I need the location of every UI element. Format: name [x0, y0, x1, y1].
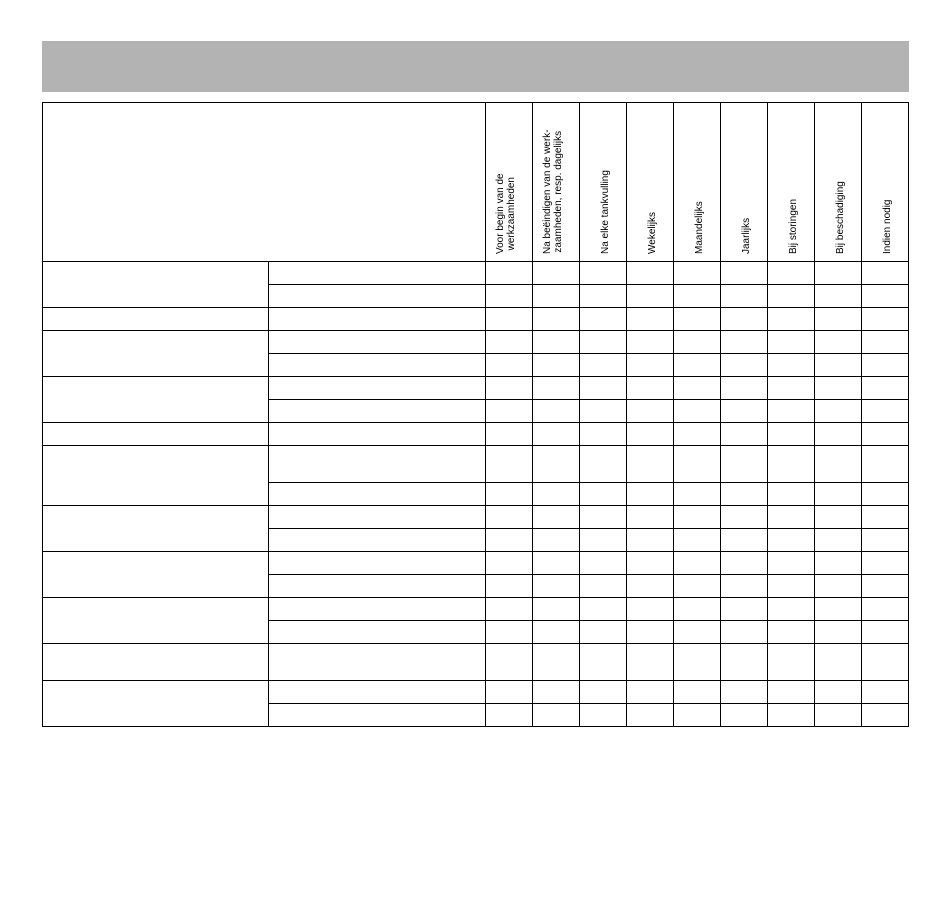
task-cell — [269, 575, 486, 598]
interval-cell — [627, 483, 674, 506]
task-cell — [269, 552, 486, 575]
interval-cell — [486, 621, 533, 644]
interval-cell — [721, 331, 768, 354]
component-cell — [43, 262, 269, 308]
table-row — [43, 423, 909, 446]
interval-cell — [674, 704, 721, 727]
interval-cell — [533, 262, 580, 285]
interval-cell — [486, 644, 533, 681]
interval-cell — [486, 285, 533, 308]
interval-cell — [627, 552, 674, 575]
interval-cell — [627, 400, 674, 423]
interval-cell — [627, 704, 674, 727]
interval-cell — [815, 552, 862, 575]
interval-cell — [721, 483, 768, 506]
column-header — [768, 103, 815, 262]
interval-cell — [580, 704, 627, 727]
interval-cell — [486, 377, 533, 400]
interval-cell — [815, 423, 862, 446]
column-header-label: Voor begin van de werkzaamheden — [495, 173, 517, 254]
interval-cell — [862, 354, 909, 377]
interval-cell — [862, 446, 909, 483]
interval-cell — [533, 331, 580, 354]
interval-cell — [486, 331, 533, 354]
interval-cell — [674, 621, 721, 644]
interval-cell — [815, 575, 862, 598]
interval-cell — [627, 377, 674, 400]
interval-cell — [721, 285, 768, 308]
interval-cell — [815, 354, 862, 377]
table-row — [43, 446, 909, 483]
interval-cell — [674, 598, 721, 621]
interval-cell — [862, 552, 909, 575]
interval-cell — [674, 681, 721, 704]
interval-cell — [486, 446, 533, 483]
column-header-label: Wekelijks — [647, 211, 658, 254]
interval-cell — [768, 529, 815, 552]
task-cell — [269, 529, 486, 552]
interval-cell — [580, 354, 627, 377]
interval-cell — [486, 704, 533, 727]
section-title-banner — [42, 41, 909, 92]
interval-cell — [580, 575, 627, 598]
interval-cell — [815, 704, 862, 727]
column-header — [674, 103, 721, 262]
interval-cell — [815, 529, 862, 552]
interval-cell — [580, 285, 627, 308]
component-cell — [43, 308, 269, 331]
interval-cell — [580, 308, 627, 331]
interval-cell — [533, 423, 580, 446]
task-cell — [269, 704, 486, 727]
interval-cell — [768, 483, 815, 506]
task-cell — [269, 285, 486, 308]
interval-cell — [768, 354, 815, 377]
interval-cell — [486, 575, 533, 598]
interval-cell — [627, 308, 674, 331]
interval-cell — [580, 552, 627, 575]
interval-cell — [862, 377, 909, 400]
interval-cell — [721, 446, 768, 483]
interval-cell — [580, 598, 627, 621]
interval-cell — [862, 400, 909, 423]
interval-cell — [815, 331, 862, 354]
interval-cell — [533, 354, 580, 377]
interval-cell — [674, 262, 721, 285]
component-cell — [43, 681, 269, 727]
column-header-label: Na beëindigen van de werk- zaamheden, resp. dagelijks — [542, 129, 564, 254]
interval-cell — [674, 446, 721, 483]
interval-cell — [768, 644, 815, 681]
column-header-label: Bij storingen — [788, 198, 799, 254]
interval-cell — [533, 285, 580, 308]
interval-cell — [862, 621, 909, 644]
task-cell — [269, 423, 486, 446]
interval-cell — [721, 644, 768, 681]
interval-cell — [768, 681, 815, 704]
interval-cell — [627, 262, 674, 285]
task-cell — [269, 483, 486, 506]
interval-cell — [674, 285, 721, 308]
interval-cell — [721, 354, 768, 377]
interval-cell — [580, 400, 627, 423]
interval-cell — [486, 483, 533, 506]
interval-cell — [721, 377, 768, 400]
interval-cell — [533, 308, 580, 331]
column-header — [533, 103, 580, 262]
interval-cell — [862, 598, 909, 621]
interval-cell — [533, 598, 580, 621]
table-row — [43, 598, 909, 621]
interval-cell — [815, 400, 862, 423]
interval-cell — [862, 529, 909, 552]
task-cell — [269, 598, 486, 621]
interval-cell — [580, 446, 627, 483]
interval-cell — [580, 621, 627, 644]
interval-cell — [862, 331, 909, 354]
interval-cell — [627, 506, 674, 529]
interval-cell — [768, 552, 815, 575]
interval-cell — [627, 644, 674, 681]
interval-cell — [674, 529, 721, 552]
column-header — [815, 103, 862, 262]
interval-cell — [862, 308, 909, 331]
interval-cell — [815, 262, 862, 285]
interval-cell — [580, 529, 627, 552]
interval-cell — [533, 644, 580, 681]
task-cell — [269, 377, 486, 400]
maintenance-schedule-table — [42, 102, 909, 727]
interval-cell — [674, 552, 721, 575]
interval-cell — [580, 681, 627, 704]
interval-cell — [627, 446, 674, 483]
interval-cell — [627, 354, 674, 377]
interval-cell — [533, 575, 580, 598]
column-header — [627, 103, 674, 262]
interval-cell — [768, 704, 815, 727]
interval-cell — [768, 262, 815, 285]
interval-cell — [580, 483, 627, 506]
interval-cell — [580, 331, 627, 354]
interval-cell — [486, 354, 533, 377]
component-cell — [43, 506, 269, 552]
interval-cell — [486, 529, 533, 552]
column-header — [862, 103, 909, 262]
interval-cell — [862, 285, 909, 308]
interval-cell — [486, 598, 533, 621]
table-row — [43, 331, 909, 354]
component-cell — [43, 423, 269, 446]
interval-cell — [721, 552, 768, 575]
interval-cell — [533, 681, 580, 704]
column-header-label: Na elke tankvulling — [600, 170, 611, 254]
interval-cell — [768, 621, 815, 644]
interval-cell — [721, 308, 768, 331]
interval-cell — [674, 506, 721, 529]
interval-cell — [674, 331, 721, 354]
interval-cell — [721, 598, 768, 621]
interval-cell — [815, 483, 862, 506]
header-blank-cell — [43, 103, 486, 262]
table-row — [43, 552, 909, 575]
interval-cell — [533, 483, 580, 506]
component-cell — [43, 598, 269, 644]
interval-cell — [486, 681, 533, 704]
interval-cell — [533, 704, 580, 727]
interval-cell — [768, 285, 815, 308]
column-header — [721, 103, 768, 262]
component-cell — [43, 377, 269, 423]
interval-cell — [862, 262, 909, 285]
task-cell — [269, 262, 486, 285]
interval-cell — [627, 681, 674, 704]
table-row — [43, 681, 909, 704]
interval-cell — [486, 400, 533, 423]
interval-cell — [721, 681, 768, 704]
column-header-label: Indien nodig — [882, 199, 893, 254]
column-header-label: Jaarlijks — [741, 217, 752, 254]
component-cell — [43, 552, 269, 598]
interval-cell — [674, 483, 721, 506]
column-header-label: Maandelijks — [694, 201, 705, 254]
task-cell — [269, 681, 486, 704]
interval-cell — [768, 446, 815, 483]
interval-cell — [674, 575, 721, 598]
interval-cell — [533, 621, 580, 644]
interval-cell — [721, 506, 768, 529]
interval-cell — [862, 423, 909, 446]
task-cell — [269, 331, 486, 354]
interval-cell — [815, 681, 862, 704]
interval-cell — [768, 575, 815, 598]
interval-cell — [768, 377, 815, 400]
interval-cell — [768, 308, 815, 331]
interval-cell — [627, 331, 674, 354]
column-header — [486, 103, 533, 262]
interval-cell — [721, 262, 768, 285]
column-header-label: Bij beschadiging — [835, 181, 846, 254]
interval-cell — [815, 308, 862, 331]
task-cell — [269, 400, 486, 423]
interval-cell — [674, 400, 721, 423]
interval-cell — [768, 598, 815, 621]
interval-cell — [721, 529, 768, 552]
interval-cell — [486, 552, 533, 575]
component-cell — [43, 446, 269, 506]
interval-cell — [580, 262, 627, 285]
interval-cell — [721, 704, 768, 727]
interval-cell — [674, 423, 721, 446]
task-cell — [269, 506, 486, 529]
task-cell — [269, 354, 486, 377]
task-cell — [269, 644, 486, 681]
interval-cell — [721, 400, 768, 423]
table-row — [43, 308, 909, 331]
interval-cell — [580, 377, 627, 400]
interval-cell — [533, 552, 580, 575]
interval-cell — [862, 575, 909, 598]
interval-cell — [815, 446, 862, 483]
interval-cell — [627, 621, 674, 644]
interval-cell — [580, 644, 627, 681]
interval-cell — [768, 423, 815, 446]
interval-cell — [862, 506, 909, 529]
interval-cell — [486, 262, 533, 285]
column-header — [580, 103, 627, 262]
interval-cell — [721, 621, 768, 644]
component-cell — [43, 644, 269, 681]
interval-cell — [815, 506, 862, 529]
interval-cell — [580, 506, 627, 529]
interval-cell — [862, 681, 909, 704]
interval-cell — [768, 506, 815, 529]
interval-cell — [486, 308, 533, 331]
table-row — [43, 377, 909, 400]
interval-cell — [674, 377, 721, 400]
interval-cell — [815, 285, 862, 308]
interval-cell — [533, 529, 580, 552]
interval-cell — [721, 423, 768, 446]
component-cell — [43, 331, 269, 377]
table-row — [43, 262, 909, 285]
interval-cell — [768, 400, 815, 423]
interval-cell — [533, 377, 580, 400]
interval-cell — [815, 644, 862, 681]
interval-cell — [627, 285, 674, 308]
interval-cell — [674, 354, 721, 377]
interval-cell — [768, 331, 815, 354]
interval-cell — [721, 575, 768, 598]
interval-cell — [486, 423, 533, 446]
interval-cell — [862, 483, 909, 506]
interval-cell — [627, 529, 674, 552]
interval-cell — [533, 446, 580, 483]
interval-cell — [862, 704, 909, 727]
interval-cell — [486, 506, 533, 529]
interval-cell — [580, 423, 627, 446]
interval-cell — [862, 644, 909, 681]
interval-cell — [533, 400, 580, 423]
interval-cell — [815, 598, 862, 621]
interval-cell — [627, 423, 674, 446]
interval-cell — [815, 621, 862, 644]
interval-cell — [674, 308, 721, 331]
interval-cell — [815, 377, 862, 400]
task-cell — [269, 308, 486, 331]
table-row — [43, 644, 909, 681]
table-row — [43, 506, 909, 529]
task-cell — [269, 446, 486, 483]
interval-cell — [674, 644, 721, 681]
interval-cell — [533, 506, 580, 529]
interval-cell — [627, 575, 674, 598]
task-cell — [269, 621, 486, 644]
header-row — [43, 103, 909, 262]
interval-cell — [627, 598, 674, 621]
